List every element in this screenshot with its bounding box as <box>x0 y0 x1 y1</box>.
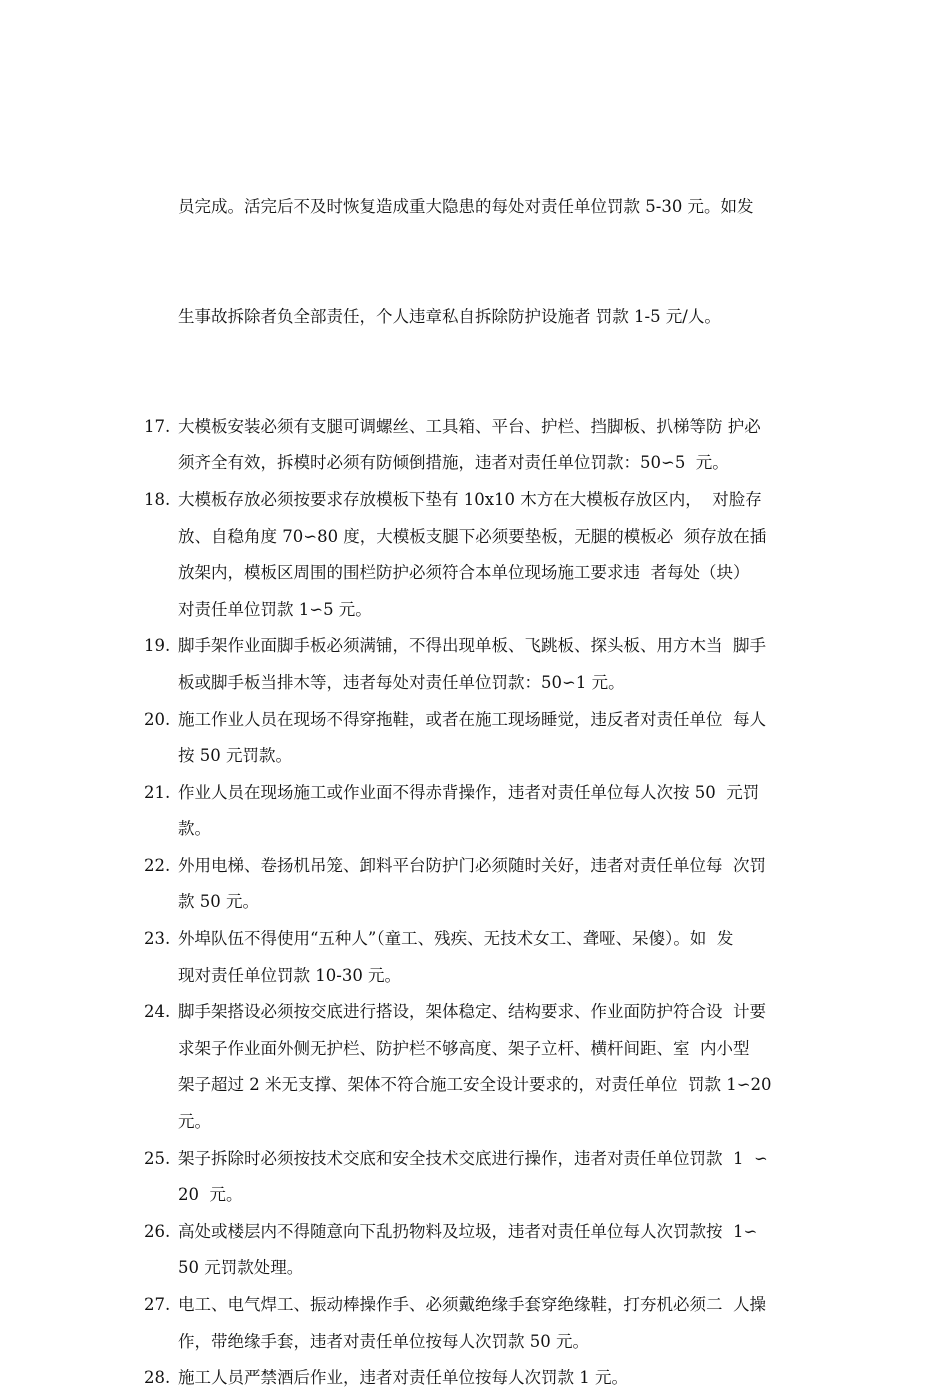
item-text-line: 板或脚手板当排木等，违者每处对责任单位罚款：50∽1 元。 <box>178 672 625 692</box>
item-text-line: 放架内，模板区周围的围栏防护必须符合本单位现场施工要求违 者每处（块） <box>178 563 750 583</box>
item-text-line: 放、自稳角度 70∽80 度，大模板支腿下必须要垫板，无腿的模板必 须存放在插 <box>178 526 767 546</box>
item-text-line: 高处或楼层内不得随意向下乱扔物料及垃圾，违者对责任单位每人次罚款按 1∽ <box>178 1221 758 1241</box>
item-text-line: 大模板安装必须有支腿可调螺丝、工具箱、平台、护栏、挡脚板、扒梯等防 护必 <box>178 416 761 436</box>
rule-item-25 <box>140 1141 830 1214</box>
item-number: 19. <box>144 636 171 656</box>
continuation-paragraph <box>140 116 830 409</box>
rule-item-27 <box>140 1287 830 1360</box>
item-number: 24. <box>144 1002 171 1022</box>
document-body <box>140 116 830 1397</box>
item-number: 18. <box>144 489 171 509</box>
item-text-line: 架子拆除时必须按技术交底和安全技术交底进行操作，违者对责任单位罚款 1 ∽ <box>178 1148 768 1168</box>
item-text-line: 款。 <box>178 819 211 839</box>
rule-item-20 <box>140 702 830 775</box>
item-text-line: 脚手架搭设必须按交底进行搭设，架体稳定、结构要求、作业面防护符合设 计要 <box>178 1002 766 1022</box>
item-text-line: 对责任单位罚款 1∽5 元。 <box>178 599 372 619</box>
item-text-line: 求架子作业面外侧无护栏、防护栏不够高度、架子立杆、横杆间距、室 内小型 <box>178 1038 750 1058</box>
item-text-line: 款 50 元。 <box>178 892 259 912</box>
item-text-line: 按 50 元罚款。 <box>178 746 292 766</box>
rule-item-26 <box>140 1214 830 1287</box>
item-number: 27. <box>144 1295 171 1314</box>
rule-item-23 <box>140 921 830 994</box>
item-number: 25. <box>144 1148 171 1168</box>
item-number: 23. <box>144 929 171 949</box>
continuation-line: 生事故拆除者负全部责任，个人违章私自拆除防护设施者 罚款 1-5 元/人。 <box>178 306 721 326</box>
item-number: 20. <box>144 709 171 729</box>
item-text-line: 作，带绝缘手套，违者对责任单位按每人次罚款 50 元。 <box>178 1331 589 1351</box>
item-text-line: 施工人员严禁酒后作业，违者对责任单位按每人次罚款 1 元。 <box>178 1368 628 1388</box>
item-text-line: 元。 <box>178 1112 211 1132</box>
item-text-line: 50 元罚款处理。 <box>178 1258 304 1278</box>
rule-item-18 <box>140 482 830 628</box>
item-number: 28. <box>144 1368 171 1388</box>
item-number: 22. <box>144 855 171 875</box>
item-text-line: 大模板存放必须按要求存放模板下垫有 10x10 木方在大模板存放区内， 对脸存 <box>178 489 762 509</box>
item-text-line: 20 元。 <box>178 1185 243 1205</box>
item-number: 17. <box>144 416 171 436</box>
rule-item-28 <box>140 1360 830 1397</box>
item-text-line: 现对责任单位罚款 10-30 元。 <box>178 965 402 985</box>
item-text-line: 作业人员在现场施工或作业面不得赤背操作，违者对责任单位每人次按 50 元罚 <box>178 782 760 802</box>
item-number: 21. <box>144 782 171 802</box>
item-number: 26. <box>144 1221 171 1241</box>
rule-item-24 <box>140 994 830 1140</box>
item-text-line: 施工作业人员在现场不得穿拖鞋，或者在施工现场睡觉，违反者对责任单位 每人 <box>178 709 766 729</box>
rule-item-21 <box>140 775 830 848</box>
item-text-line: 外用电梯、卷扬机吊笼、卸料平台防护门必须随时关好，违者对责任单位每 次罚 <box>178 855 766 875</box>
item-text-line: 外埠队伍不得使用“五种人”（童工、残疾、无技术女工、聋哑、呆傻）。如 发 <box>178 929 734 949</box>
item-text-line: 电工、电气焊工、振动棒操作手、必须戴绝缘手套穿绝缘鞋，打夯机必须二 人操 <box>178 1295 766 1314</box>
rule-item-22 <box>140 848 830 921</box>
rule-item-17 <box>140 409 830 482</box>
rule-item-19 <box>140 628 830 701</box>
item-text-line: 脚手架作业面脚手板必须满铺，不得出现单板、飞跳板、探头板、用方木当 脚手 <box>178 636 766 656</box>
item-text-line: 架子超过 2 米无支撑、架体不符合施工安全设计要求的，对责任单位 罚款 1∽20 <box>178 1075 772 1095</box>
continuation-line: 员完成。活完后不及时恢复造成重大隐患的每处对责任单位罚款 5-30 元。如发 <box>178 197 754 217</box>
item-text-line: 须齐全有效，拆模时必须有防倾倒措施，违者对责任单位罚款：50∽5 元。 <box>178 453 729 473</box>
